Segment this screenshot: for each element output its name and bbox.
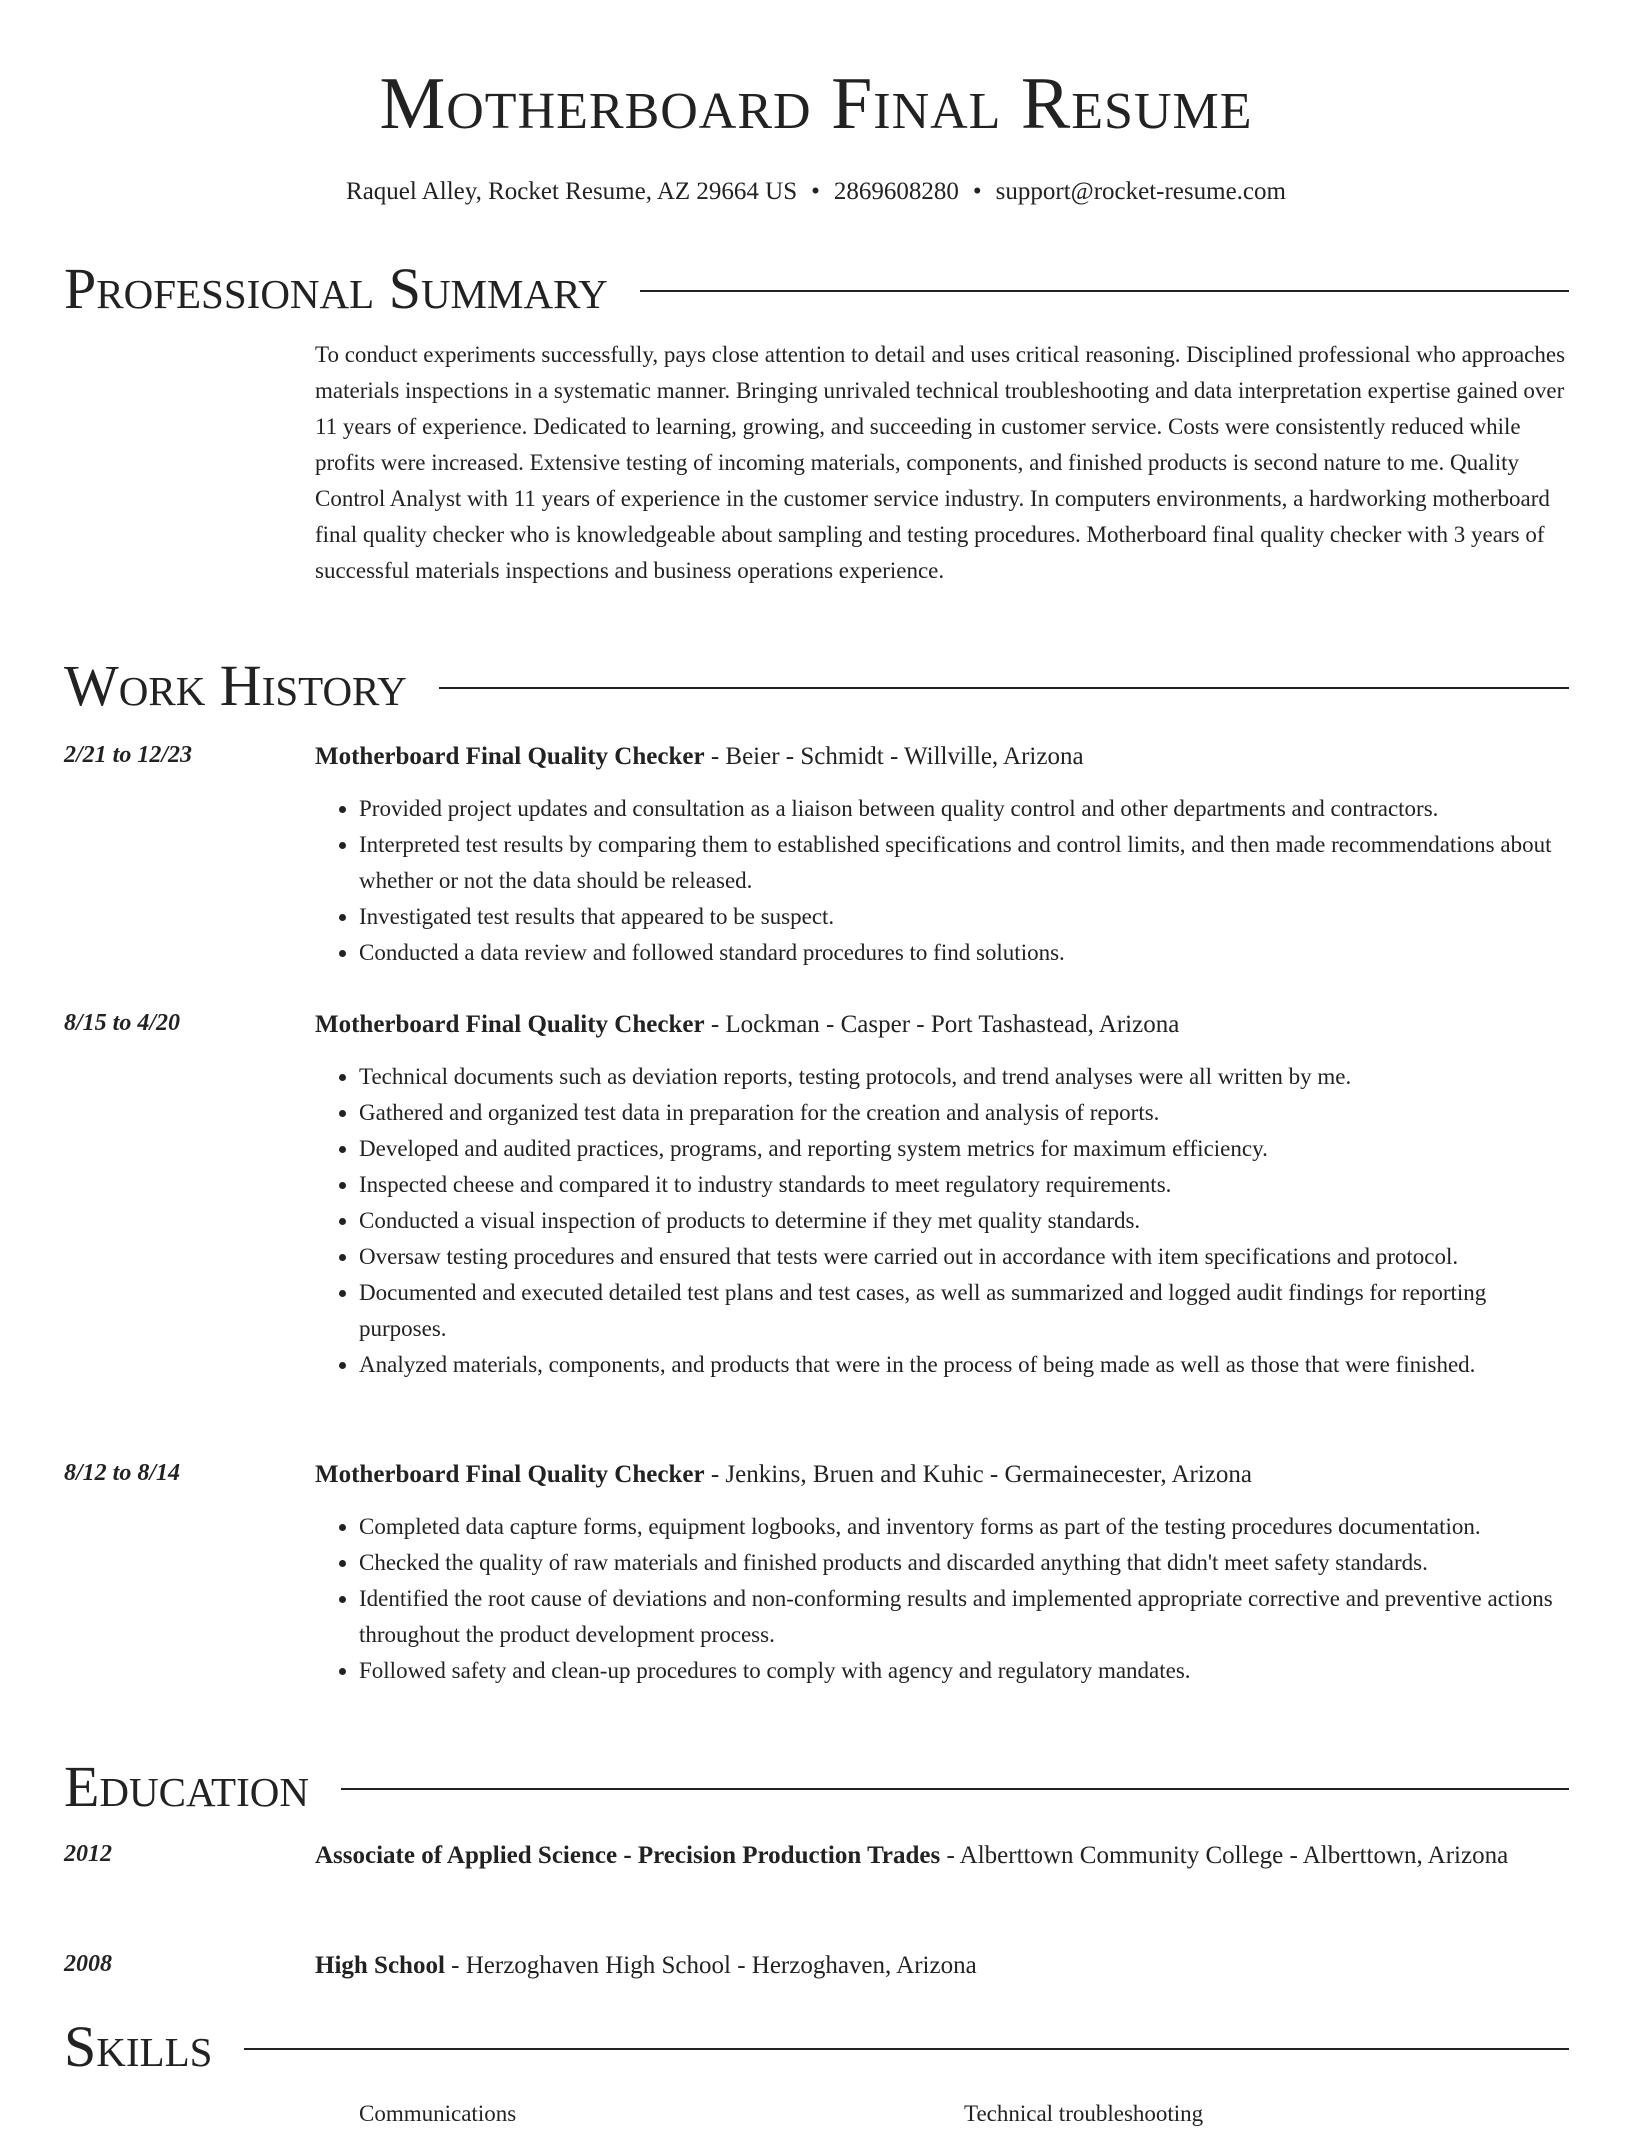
section-divider (244, 2048, 1569, 2050)
job-duty: • Inspected cheese and compared it to industry standards to meet regulatory requirements. (359, 1167, 1569, 1203)
job-heading (315, 1005, 1569, 1045)
job-dates: 8/12 to 8/14 (64, 1460, 181, 1486)
section-header-education (64, 1753, 1569, 1821)
job-duty: • Identified the root cause of deviations and non-conforming results and implemented appropriate corrective and preventive actions throughout the product development process. (359, 1581, 1569, 1653)
contact-address: Raquel Alley, Rocket Resume, AZ 29664 US (346, 178, 798, 205)
contact-email[interactable]: support@rocket-resume.com (995, 178, 1286, 205)
job-employer: - Beier - Schmidt - Willville, Arizona (704, 743, 1084, 770)
skill-item: Communications (359, 2101, 517, 2126)
job-duty: • Interpreted test results by comparing them to established specifications and control limits, and then made recommendations about whether or not the data should be released. (359, 827, 1569, 899)
section-title-work-history: Work History (64, 653, 407, 718)
contact-separator: • (972, 178, 982, 205)
contact-phone: 2869608280 (833, 178, 959, 205)
job-duty: • Conducted a data review and followed standard procedures to find solutions. (359, 935, 1569, 971)
job-duty: • Conducted a visual inspection of products to determine if they met quality standards. (359, 1203, 1569, 1239)
education-year: 2008 (64, 1951, 112, 1977)
job-duty: • Provided project updates and consultation as a liaison between quality control and other departments and contractors. (359, 791, 1569, 827)
section-header-summary (64, 255, 1569, 323)
job-duties (315, 1509, 1569, 1689)
job-duty: • Investigated test results that appeared to be suspect. (359, 899, 1569, 935)
education-heading (315, 1836, 1569, 1876)
job-duty: • Gathered and organized test data in preparation for the creation and analysis of reports. (359, 1095, 1569, 1131)
education-school: - Alberttown Community College - Alberttown, Arizona (940, 1842, 1509, 1869)
job-duty: • Developed and audited practices, programs, and reporting system metrics for maximum efficiency. (359, 1131, 1569, 1167)
summary-text: To conduct experiments successfully, pays close attention to detail and uses critical reasoning. Disciplined professional who approaches materials inspections in a systematic manner. Bringing unrivaled technical troubleshooting and data interpretation expertise gained over 11 years of experience. Dedicated to learning, growing, and succeeding in customer service. Costs were consistently reduced while profits were increased. Extensive testing of incoming materials, components, and finished products is second nature to me. Quality Control Analyst with 11 years of experience in the customer service industry. In computers environments, a hardworking motherboard final quality checker who is knowledgeable about sampling and testing procedures. Motherboard final quality checker with 3 years of successful materials inspections and business operations experience. (315, 342, 1566, 583)
section-title-summary: Professional Summary (64, 256, 608, 321)
job-heading (315, 737, 1569, 777)
education-degree: Associate of Applied Science - Precision Production Trades (315, 1842, 941, 1869)
job-duty: • Oversaw testing procedures and ensured that tests were carried out in accordance with item specifications and protocol. (359, 1239, 1569, 1275)
section-title-skills: Skills (64, 2014, 213, 2079)
skills-list (359, 2096, 1569, 2132)
section-divider (439, 687, 1569, 689)
education-year: 2012 (64, 1841, 112, 1867)
job-title: Motherboard Final Quality Checker (315, 743, 705, 770)
job-duty: • Followed safety and clean-up procedures to comply with agency and regulatory mandates. (359, 1653, 1569, 1689)
education-degree: High School (315, 1952, 445, 1979)
job-dates: 2/21 to 12/23 (64, 742, 193, 768)
section-divider (640, 290, 1569, 292)
job-duty: • Checked the quality of raw materials and finished products and discarded anything that didn't meet safety standards. (359, 1545, 1569, 1581)
section-header-work-history (64, 652, 1569, 720)
job-duty: • Analyzed materials, components, and products that were in the process of being made as well as those that were finished. (359, 1347, 1569, 1383)
education-school: - Herzoghaven High School - Herzoghaven, Arizona (444, 1952, 977, 1979)
job-duty: • Technical documents such as deviation reports, testing protocols, and trend analyses were all written by me. (359, 1059, 1569, 1095)
job-duties (315, 1059, 1569, 1383)
job-duties (315, 791, 1569, 971)
section-divider (341, 1788, 1569, 1790)
job-employer: - Jenkins, Bruen and Kuhic - Germainecester, Arizona (704, 1461, 1252, 1488)
resume-title: Motherboard Final Resume (379, 63, 1253, 145)
contact-separator: • (811, 178, 820, 205)
job-title: Motherboard Final Quality Checker (315, 1461, 705, 1488)
section-title-education: Education (64, 1754, 309, 1819)
job-title: Motherboard Final Quality Checker (315, 1011, 705, 1038)
section-header-skills (64, 2013, 1569, 2081)
contact-line (0, 174, 1632, 210)
job-heading (315, 1455, 1569, 1495)
job-duty: • Completed data capture forms, equipment logbooks, and inventory forms as part of the testing procedures documentation. (359, 1509, 1569, 1545)
job-duty: • Documented and executed detailed test plans and test cases, as well as summarized and logged audit findings for reporting purposes. (359, 1275, 1569, 1347)
job-employer: - Lockman - Casper - Port Tashastead, Arizona (704, 1011, 1180, 1038)
education-heading (315, 1946, 1569, 1986)
job-dates: 8/15 to 4/20 (64, 1010, 181, 1036)
skill-item: Technical troubleshooting (964, 2101, 1204, 2126)
